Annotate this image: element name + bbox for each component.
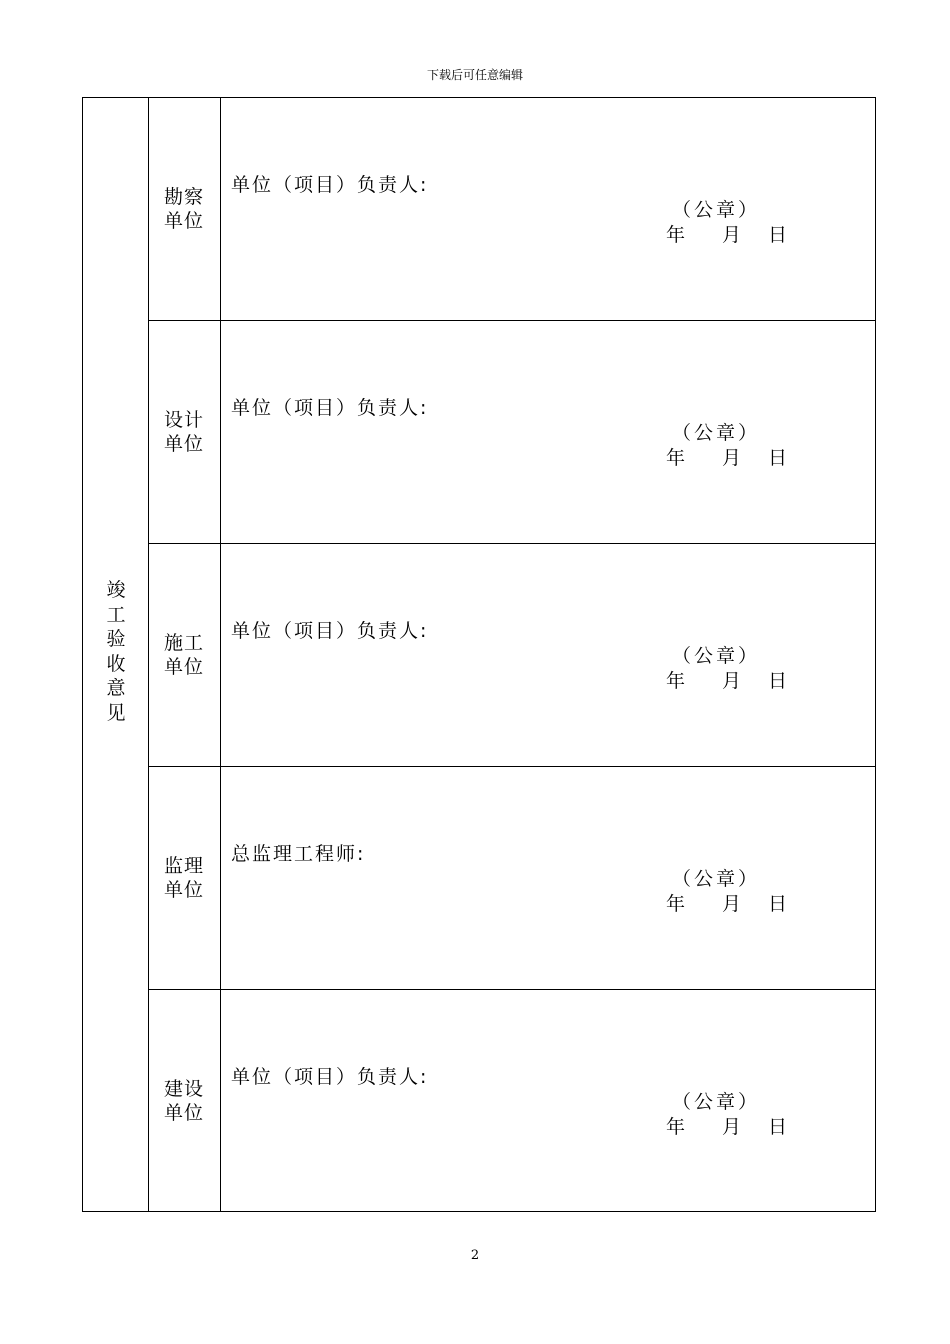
signatory-label: 总监理工程师: bbox=[231, 843, 366, 865]
supervision-unit-row bbox=[149, 767, 876, 990]
day-label: 日 bbox=[768, 1116, 788, 1138]
unit-name-cell bbox=[149, 98, 221, 320]
official-seal-label: （公章） bbox=[672, 868, 761, 890]
year-label: 年 bbox=[666, 670, 686, 692]
unit-name-cell bbox=[149, 767, 221, 989]
main-label-char: 意 bbox=[106, 677, 126, 699]
main-label-cell bbox=[83, 98, 149, 1211]
signatory-label: 单位（项目）负责人: bbox=[231, 397, 429, 419]
month-label: 月 bbox=[722, 893, 742, 915]
page-header: 下载后可任意编辑 bbox=[426, 68, 523, 82]
month-label: 月 bbox=[722, 670, 742, 692]
main-label-char: 竣 bbox=[106, 579, 126, 601]
year-label: 年 bbox=[666, 893, 686, 915]
date-line bbox=[666, 666, 787, 693]
unit-name-cell bbox=[149, 321, 221, 543]
page-number: 2 bbox=[470, 1248, 480, 1263]
unit-name-cell bbox=[149, 990, 221, 1211]
unit-name: 监理 单位 bbox=[164, 855, 205, 901]
main-label-char: 收 bbox=[106, 652, 126, 675]
official-seal-label: （公章） bbox=[672, 199, 761, 221]
day-label: 日 bbox=[768, 893, 788, 915]
month-label: 月 bbox=[722, 447, 742, 469]
main-label-char: 见 bbox=[106, 701, 126, 724]
day-label: 日 bbox=[768, 447, 788, 469]
unit-name: 施工 单位 bbox=[164, 632, 205, 678]
completion-acceptance-opinion-label bbox=[83, 578, 149, 725]
signatory-label: 单位（项目）负责人: bbox=[231, 1066, 429, 1088]
month-label: 月 bbox=[722, 1116, 742, 1138]
unit-name: 设计 单位 bbox=[164, 409, 205, 455]
unit-name-cell bbox=[149, 544, 221, 766]
signatory-label: 单位（项目）负责人: bbox=[231, 174, 429, 196]
construction-unit-row bbox=[149, 544, 876, 767]
date-line bbox=[666, 220, 787, 247]
main-label-char: 验 bbox=[106, 628, 126, 650]
main-label-char: 工 bbox=[106, 603, 126, 626]
date-line bbox=[666, 443, 787, 470]
signatory-label: 单位（项目）负责人: bbox=[231, 620, 429, 642]
survey-unit-row bbox=[149, 98, 876, 321]
month-label: 月 bbox=[722, 224, 742, 246]
unit-name: 勘察 单位 bbox=[164, 186, 205, 232]
official-seal-label: （公章） bbox=[672, 645, 761, 667]
official-seal-label: （公章） bbox=[672, 1091, 761, 1113]
year-label: 年 bbox=[666, 447, 686, 469]
year-label: 年 bbox=[666, 224, 686, 246]
design-unit-row bbox=[149, 321, 876, 544]
day-label: 日 bbox=[768, 224, 788, 246]
acceptance-opinion-table bbox=[82, 97, 876, 1212]
year-label: 年 bbox=[666, 1116, 686, 1138]
day-label: 日 bbox=[768, 670, 788, 692]
date-line bbox=[666, 1112, 787, 1139]
unit-name: 建设 单位 bbox=[164, 1078, 205, 1124]
date-line bbox=[666, 889, 787, 916]
client-unit-row bbox=[149, 990, 876, 1211]
official-seal-label: （公章） bbox=[672, 422, 761, 444]
